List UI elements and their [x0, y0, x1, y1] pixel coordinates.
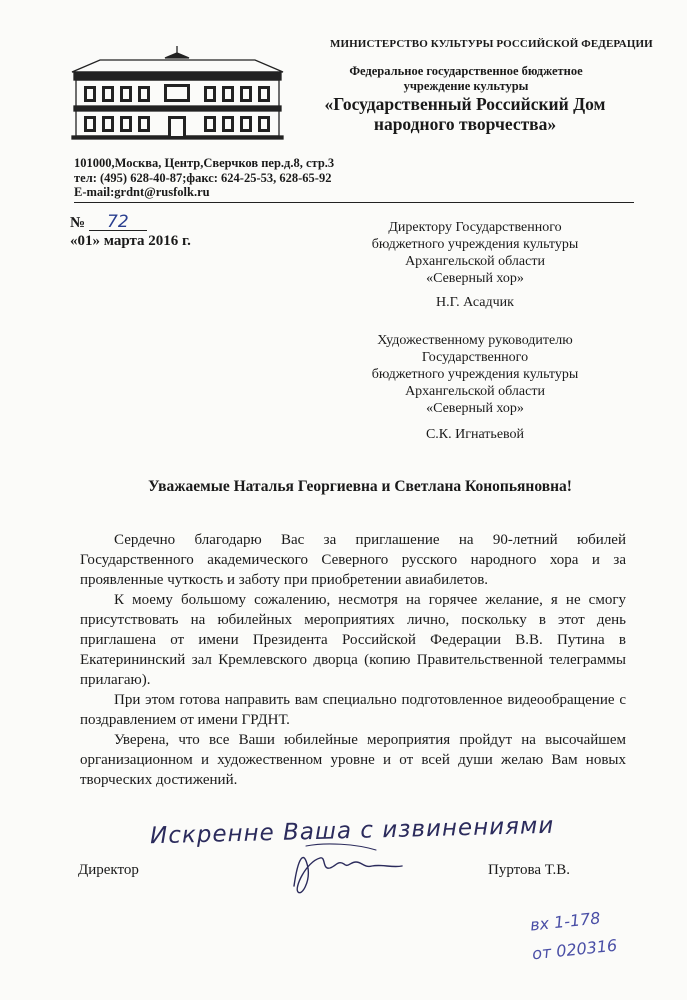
paragraph: При этом готова направить вам специально подготовленное видеообращение с поздравлением от имени ГРДНТ. — [80, 692, 626, 728]
org-address: 101000,Москва, Центр,Сверчков пер.д.8, стр.3 тел: (495) 628-40-87;факс: 624-25-53, 628-65-92 E-mail:grdnt@rusfolk.ru — [74, 156, 335, 199]
registration-stamp-date: от 020316 — [531, 935, 619, 964]
signature — [286, 838, 406, 898]
addressee-1-name: Н.Г. Асадчик — [436, 295, 514, 310]
salutation: Уважаемые Наталья Георгиевна и Светлана Конопьяновна! — [148, 478, 572, 495]
registration-stamp-number: вх 1-178 — [529, 908, 602, 935]
building-logo — [70, 44, 285, 140]
paragraph: Сердечно благодарю Вас за приглашение на 90-летний юбилей Государственного академического Северного русского народного хора и за проявленные чуткость и заботу при приобретении авиабилетов. — [80, 532, 626, 588]
document-number-value: 72 — [89, 214, 147, 231]
paragraph: Уверена, что все Ваши юбилейные мероприятия пройдут на высочайшем организационном и художественном уровне и от всей души желаю Вам новых творческих достижений. — [80, 732, 626, 788]
handwritten-closing: Искренне Ваша с извинениями — [149, 812, 555, 850]
paragraph: К моему большому сожалению, несмотря на горячее желание, я не смогу присутствовать на юбилейных мероприятиях лично, поскольку в этот день приглашена от имени Президента Российской Федерации В.В. Путина в Екатерининский зал Кремлевского дворца (копию Правительственной телеграммы прилагаю). — [80, 592, 626, 688]
signer-name: Пуртова Т.В. — [488, 862, 570, 878]
header-divider — [74, 202, 634, 203]
org-type: Федеральное государственное бюджетное учреждение культуры — [349, 64, 583, 93]
document-number: № 72 — [70, 214, 147, 232]
addressee-2: Художественному руководителю Государственного бюджетного учреждения культуры Архангельской области «Северный хор» — [371, 333, 579, 416]
ministry-name: МИНИСТЕРСТВО КУЛЬТУРЫ РОССИЙСКОЙ ФЕДЕРАЦИИ — [330, 38, 653, 50]
letter-body — [80, 530, 626, 790]
document-date: «01» марта 2016 г. — [70, 233, 191, 249]
org-name: «Государственный Российский Дом народного творчества» — [324, 94, 606, 134]
addressee-1: Директору Государственного бюджетного учреждения культуры Архангельской области «Северный хор» — [371, 220, 579, 286]
addressee-2-name: С.К. Игнатьевой — [425, 427, 525, 442]
signer-role: Директор — [78, 862, 139, 878]
